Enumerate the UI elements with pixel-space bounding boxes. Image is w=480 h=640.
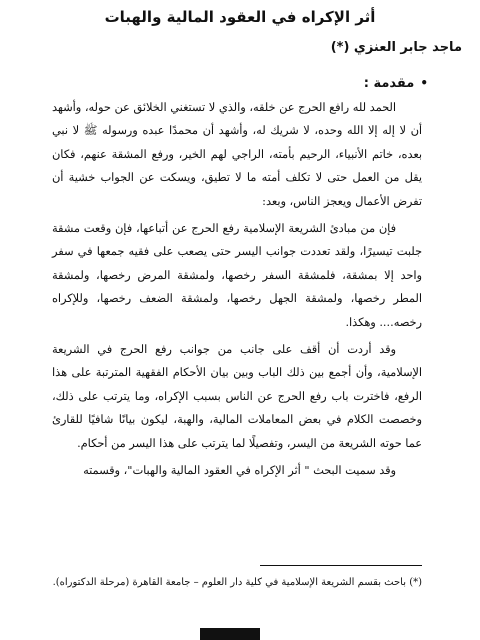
- footnote-divider: [260, 565, 422, 566]
- section-heading-label: مقدمة :: [363, 76, 415, 91]
- paragraph-2: فإن من مبادئ الشريعة الإسلامية رفع الحرج عن أتباعها، فإن وقعت مشقة جلبت تيسيرًا، ولقد تعددت جوانب اليسر حتى يصعب على فقيه جمعها في سفر واحد إلا بمشقة، فلمشقة السفر رخصها، ولمشقة المرض رخصها، ولمشقة المطر رخصها، ولمشقة الجهل رخصها، ولمشقة الضعف رخصها، وللإكراه رخصه.... وهكذا.: [52, 222, 422, 329]
- article-title: أثر الإكراه في العقود المالية والهبات: [104, 8, 376, 26]
- paragraph-1: الحمد لله رافع الحرج عن خلقه، والذي لا تستغني الخلائق عن حوله، وأشهد أن لا إله إلا الله وحده، لا شريك له، وأشهد أن محمدًا عبده ورسوله ﷺ لا نبي بعده، خاتم الأنبياء، الرحيم بأمته، الراجي لهم الخير، ورفع المشقة عنهم، فكان يقل من العمل حتى لا تكلف أمته ما لا تطيق، ويسكت عن الجواب خشية أن تفرض الأعمال ويعجز الناس، وبعد:: [52, 101, 422, 208]
- section-heading: [364, 76, 428, 91]
- page-number-strip: [200, 628, 260, 640]
- footnote: (*) باحث بقسم الشريعة الإسلامية في كلية دار العلوم – جامعة القاهرة (مرحلة الدكتوراه).: [52, 577, 422, 588]
- bullet-icon: •: [420, 76, 428, 90]
- body-text: [52, 96, 422, 483]
- author-name: ماجد جابر العنزي (*): [330, 40, 462, 55]
- paragraph-4: وقد سميت البحث " أثر الإكراه في العقود المالية والهبات"، وقسمته: [83, 464, 396, 478]
- paragraph-3: وقد أردت أن أقف على جانب من جوانب رفع الحرج في الشريعة الإسلامية، وأن أجمع بين ذلك الباب وبين بيان الأحكام الفقهية المترتبة على هذا الرفع، فاخترت باب رفع الحرج عن الناس بسبب الإكراه، وما يترتب على ذلك، وخصصت الكلام في بعض المعاملات المالية، والهبة، ليكون بيانًا شافيًا للقارئ عما حوته الشريعة من اليسر، وتفصيلًا لما يترتب على هذا اليسر من أحكام.: [52, 343, 422, 450]
